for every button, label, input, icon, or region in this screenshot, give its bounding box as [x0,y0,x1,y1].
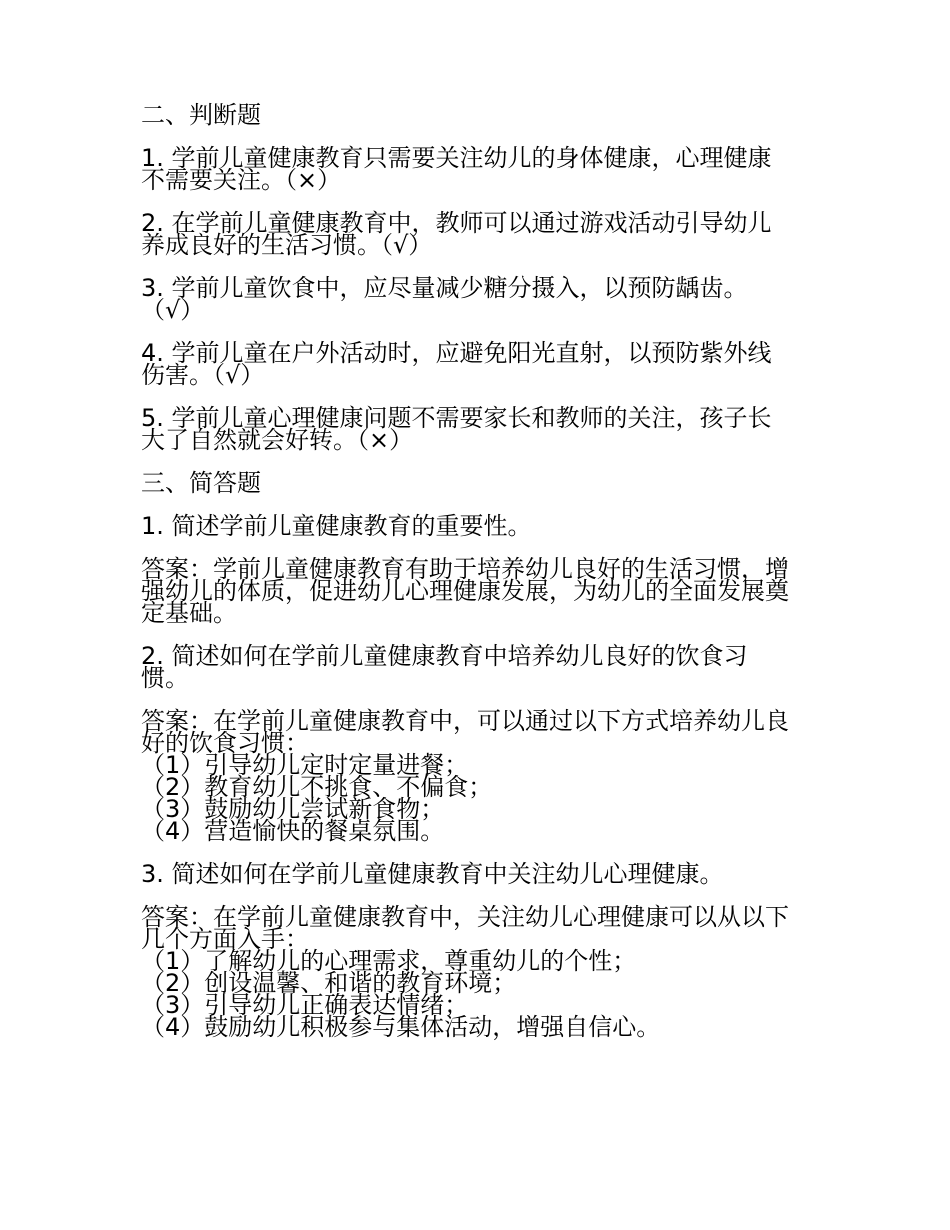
judgment-item-5: 5. 学前儿童心理健康问题不需要家长和教师的关注，孩子长 大了自然就会好转。（×） [141,404,772,454]
question-1: 1. 简述学前儿童健康教育的重要性。 [141,512,532,540]
section-3-heading: 三、简答题 [141,469,261,497]
question-3: 3. 简述如何在学前儿童健康教育中关注幼儿心理健康。 [141,860,724,888]
section-2-heading: 二、判断题 [141,101,261,129]
answer-2: 答案：在学前儿童健康教育中，可以通过以下方式培养幼儿良 好的饮食习惯： （1）引导幼儿定时定量进餐； （2）教育幼儿不挑食、不偏食； （3）鼓励幼儿尝试新食物； （4）营造愉快的餐桌氛围。 [141,707,789,845]
judgment-item-3: 3. 学前儿童饮食中，应尽量减少糖分摄入，以预防龋齿。 （√） [141,274,748,324]
judgment-item-1: 1. 学前儿童健康教育只需要关注幼儿的身体健康，心理健康 不需要关注。（×） [141,144,772,194]
judgment-item-4: 4. 学前儿童在户外活动时，应避免阳光直射，以预防紫外线 伤害。（√） [141,339,772,389]
judgment-item-2: 2. 在学前儿童健康教育中，教师可以通过游戏活动引导幼儿 养成良好的生活习惯。（√） [141,209,772,259]
question-2: 2. 简述如何在学前儿童健康教育中培养幼儿良好的饮食习 惯。 [141,642,748,692]
answer-3: 答案：在学前儿童健康教育中，关注幼儿心理健康可以从以下 几个方面入手： （1）了解幼儿的心理需求，尊重幼儿的个性； （2）创设温馨、和谐的教育环境； （3）引导幼儿正确表达情绪； （4）鼓励幼儿积极参与集体活动，增强自信心。 [141,903,789,1041]
answer-1: 答案：学前儿童健康教育有助于培养幼儿良好的生活习惯，增 强幼儿的体质，促进幼儿心理健康发展，为幼儿的全面发展奠 定基础。 [141,555,789,627]
document-body [141,101,813,1041]
